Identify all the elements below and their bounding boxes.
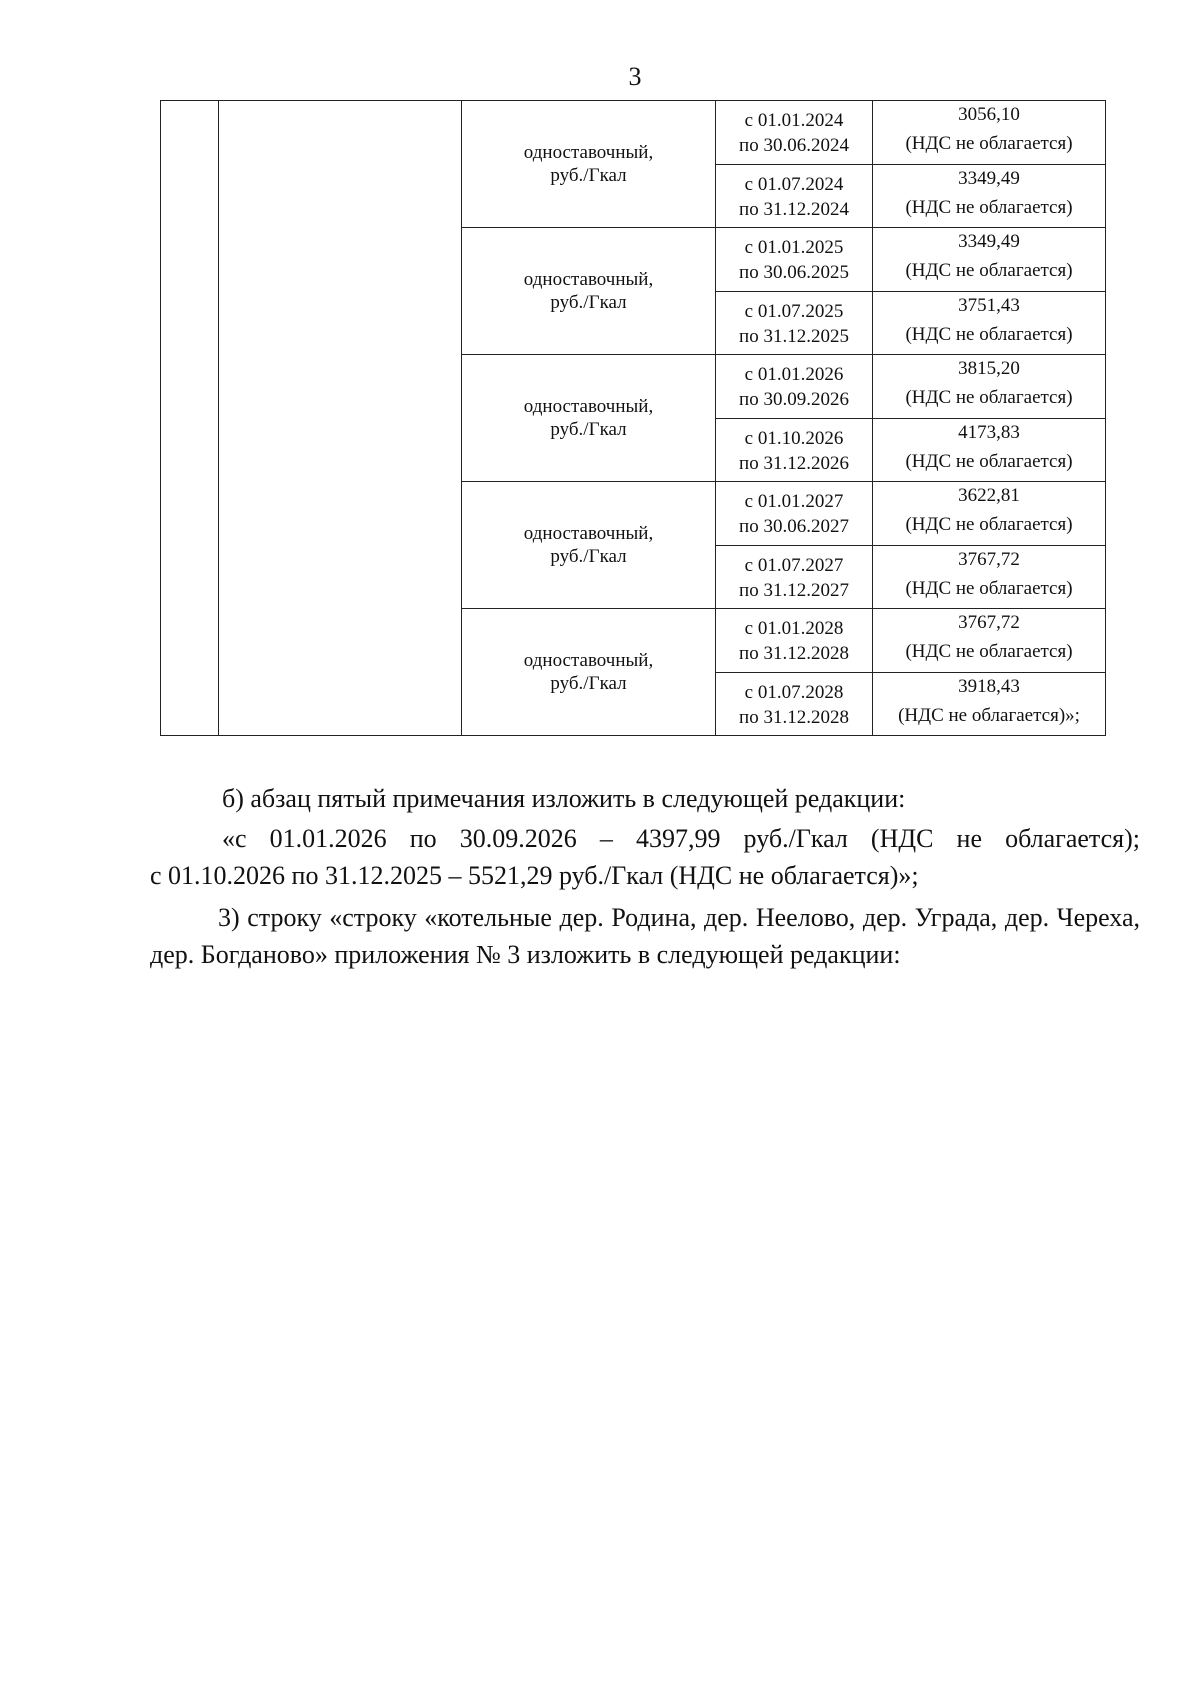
tariff-value: 3622,81 (958, 485, 1020, 507)
period-to: по 31.12.2024 (739, 198, 849, 220)
paragraph-3: 3) строку «строку «котельные дер. Родина, дер. Неелово, дер. Уграда, дер. Череха, дер. Богданово» приложения № 3 изложить в следующей редакции: (150, 903, 1140, 969)
period-cell (716, 355, 873, 419)
period-cell (716, 291, 873, 355)
period-from: с 01.07.2025 (744, 300, 844, 322)
period-to: по 31.12.2025 (739, 325, 849, 347)
rate-type-cell (462, 609, 716, 736)
period-to: по 31.12.2028 (739, 706, 849, 728)
period-cell (716, 482, 873, 546)
vat-note: (НДС не облагается) (905, 260, 1073, 282)
tariff-value-cell (873, 545, 1106, 609)
tariff-value-cell (873, 355, 1106, 419)
period-to: по 30.06.2024 (739, 135, 849, 157)
vat-note: (НДС не облагается) (905, 196, 1073, 218)
period-cell (716, 672, 873, 736)
tariff-value: 3751,43 (958, 294, 1020, 316)
period-cell (716, 164, 873, 228)
paragraph-b: б) абзац пятый примечания изложить в следующей редакции: (222, 784, 906, 813)
tariff-value-cell (873, 291, 1106, 355)
tariff-value-cell (873, 609, 1106, 673)
vat-note: (НДС не облагается)»; (898, 704, 1080, 726)
rate-type-text: одноставочный, (523, 269, 654, 290)
period-to: по 30.06.2027 (739, 516, 849, 538)
rate-type-cell (462, 101, 716, 228)
quote-line-first: «с 01.01.2026 по 30.09.2026 – 4397,99 руб./Гкал (НДС не облагается); (222, 824, 1140, 853)
blank-cell-name (219, 101, 462, 736)
tariff-value-cell (873, 482, 1106, 546)
tariff-table-body (161, 101, 1106, 736)
period-from: с 01.01.2028 (744, 618, 844, 640)
rate-type-text: одноставочный, (523, 396, 654, 417)
period-to: по 31.12.2028 (739, 643, 849, 665)
period-from: с 01.01.2025 (744, 237, 844, 259)
quote-line-second: с 01.10.2026 по 31.12.2025 – 5521,29 руб./Гкал (НДС не облагается)»; (150, 861, 919, 890)
tariff-value: 3767,72 (958, 612, 1020, 634)
vat-note: (НДС не облагается) (905, 514, 1073, 536)
tariff-value-cell (873, 672, 1106, 736)
period-from: с 01.10.2026 (744, 427, 844, 449)
rate-type-text: одноставочный, (523, 523, 654, 544)
tariff-value: 3918,43 (958, 675, 1020, 697)
vat-note: (НДС не облагается) (905, 133, 1073, 155)
period-cell (716, 228, 873, 292)
table-row (161, 101, 1106, 165)
rate-type-text: руб./Гкал (550, 673, 627, 694)
period-cell (716, 101, 873, 165)
rate-type-cell (462, 228, 716, 355)
rate-type-text: руб./Гкал (550, 419, 627, 440)
tariff-value-cell (873, 164, 1106, 228)
period-from: с 01.01.2024 (744, 110, 844, 132)
period-from: с 01.01.2027 (744, 491, 844, 513)
rate-type-text: руб./Гкал (550, 292, 627, 313)
rate-type-cell (462, 355, 716, 482)
vat-note: (НДС не облагается) (905, 323, 1073, 345)
page-number: 3 (628, 62, 642, 91)
tariff-value: 3767,72 (958, 548, 1020, 570)
tariff-value: 3056,10 (958, 104, 1020, 126)
tariff-value: 3349,49 (958, 167, 1020, 189)
vat-note: (НДС не облагается) (905, 641, 1073, 663)
blank-cell-number (161, 101, 219, 736)
period-cell (716, 418, 873, 482)
rate-type-text: одноставочный, (523, 650, 654, 671)
period-cell (716, 609, 873, 673)
tariff-value-cell (873, 101, 1106, 165)
period-to: по 31.12.2027 (739, 579, 849, 601)
period-cell (716, 545, 873, 609)
vat-note: (НДС не облагается) (905, 387, 1073, 409)
period-from: с 01.01.2026 (744, 364, 844, 386)
rate-type-text: руб./Гкал (550, 546, 627, 567)
rate-type-text: одноставочный, (523, 142, 654, 163)
tariff-table (160, 100, 1106, 736)
period-to: по 30.06.2025 (739, 262, 849, 284)
rate-type-cell (462, 482, 716, 609)
tariff-value: 4173,83 (958, 421, 1020, 443)
tariff-value: 3815,20 (958, 358, 1020, 380)
tariff-value: 3349,49 (958, 231, 1020, 253)
period-to: по 31.12.2026 (739, 452, 849, 474)
period-from: с 01.07.2028 (744, 681, 844, 703)
vat-note: (НДС не облагается) (905, 450, 1073, 472)
vat-note: (НДС не облагается) (905, 577, 1073, 599)
tariff-value-cell (873, 228, 1106, 292)
period-to: по 30.09.2026 (739, 389, 849, 411)
period-from: с 01.07.2024 (744, 173, 844, 195)
tariff-value-cell (873, 418, 1106, 482)
period-from: с 01.07.2027 (744, 554, 844, 576)
rate-type-text: руб./Гкал (550, 165, 627, 186)
